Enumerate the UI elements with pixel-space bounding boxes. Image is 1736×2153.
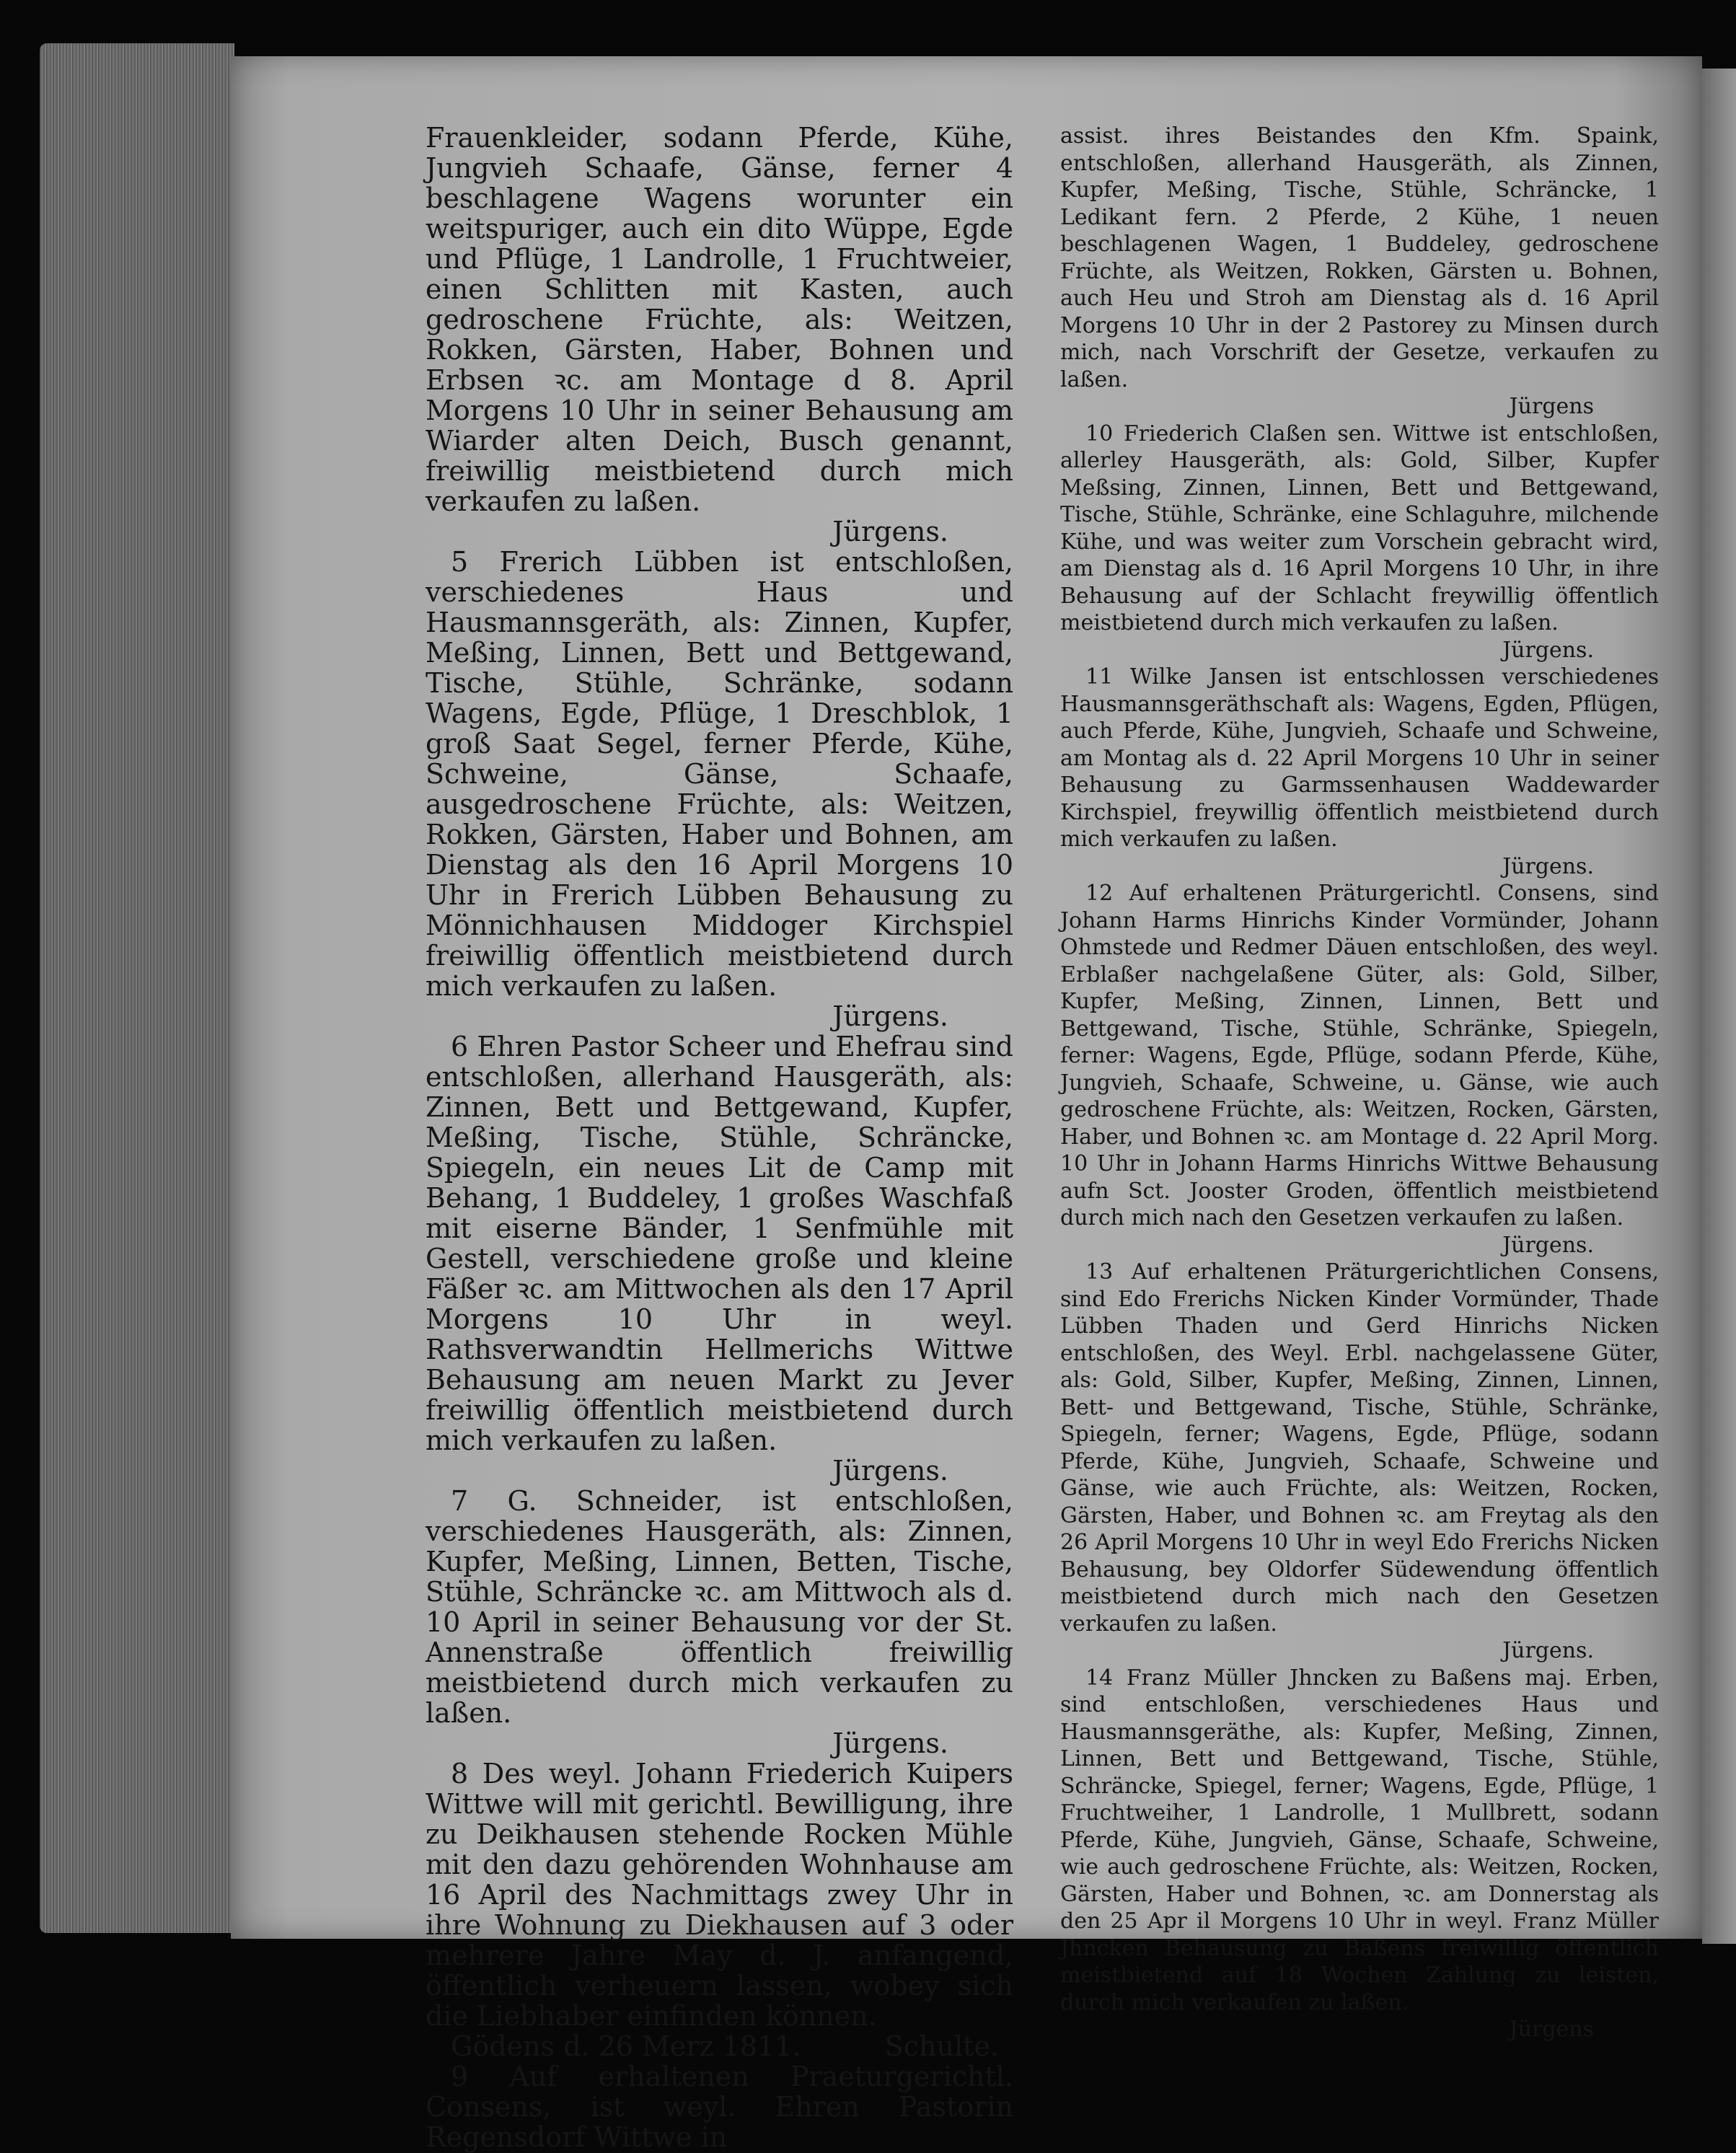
notice-9: 9 Auf erhaltenen Praeturgerichtl. Consens, ist weyl. Ehren Pastorin Regensdorf Wittwe in <box>426 2061 1013 2153</box>
notice-8-dateline <box>426 2031 1013 2061</box>
notice-13-signature: Jürgens. <box>1502 1638 1594 1663</box>
notice-5-signature: Jürgens. <box>832 1000 948 1032</box>
notice-12-signature: Jürgens. <box>1502 1232 1594 1258</box>
notice-9-signature: Jürgens <box>1509 394 1594 419</box>
notice-10-signature: Jürgens. <box>1502 637 1594 663</box>
book-page-edges <box>40 43 234 1933</box>
notice-5: 5 Frerich Lübben ist entschloßen, verschiedenes Haus und Hausmannsgeräth, als: Zinnen, Kupfer, Meßing, Linnen, Bett und Bettgewand, Tische, Stühle, Schränke, sodann Wagens, Egde, Pflüge, 1 Dreschblok, 1 groß Saat Segel, ferner Pferde, Kühe, Schweine, Gänse, Schaafe, ausgedroschene Früchte, als: Weitzen, Rokken, Gärsten, Haber und Bohnen, am Dienstag als den 16 April Morgens 10 Uhr in Frerich Lübben Behausung zu Mönnichhausen Middoger Kirchspiel freiwillig öffentlich meistbietend durch mich verkaufen zu laßen. <box>426 546 1013 1002</box>
right-column <box>1060 123 1659 2043</box>
notice-12: 12 Auf erhaltenen Präturgerichtl. Consens, sind Johann Harms Hinrichs Kinder Vormünder, Johann Ohmstede und Redmer Däuen entschloßen, des weyl. Erblaßer nachgelaßene Güter, als: Gold, Silber, Kupfer, Meßing, Zinnen, Linnen, Bett und Bettgewand, Tische, Stühle, Schränke, Spiegeln, ferner: Wagens, Egde, Pflüge, sodann Pferde, Kühe, Jungvieh, Schaafe, Schweine, u. Gänse, wie auch gedroschene Früchte, als: Weitzen, Rocken, Gärsten, Haber, und Bohnen ꝛc. am Montage d. 22 April Morg. 10 Uhr in Johann Harms Hinrichs Wittwe Behausung aufn Sct. Jooster Groden, öffentlich meistbietend durch mich nach den Gesetzen verkaufen zu laßen. <box>1060 881 1659 1230</box>
notice-continued: Frauenkleider, sodann Pferde, Kühe, Jungvieh Schaafe, Gänse, ferner 4 beschlagene Wagens worunter ein weitspuriger, auch ein dito Wüppe, Egde und Pflüge, 1 Landrolle, 1 Fruchtweier, einen Schlitten mit Kasten, auch gedroschene Früchte, als: Weitzen, Rokken, Gärsten, Haber, Bohnen und Erbsen ꝛc. am Montage d 8. April Morgens 10 Uhr in seiner Behausung am Wiarder alten Deich, Busch genannt, freiwillig meistbietend durch mich verkaufen zu laßen. <box>426 122 1013 517</box>
notice-7-signature: Jürgens. <box>832 1727 948 1759</box>
notice-8: 8 Des weyl. Johann Friederich Kuipers Wittwe will mit gerichtl. Bewilligung, ihre zu Deikhausen stehende Rocken Mühle mit den dazu gehörenden Wohnhause am 16 April des Nachmittags zwey Uhr in ihre Wohnung zu Diekhausen auf 3 oder mehrere Jahre May d. J. anfangend, öffentlich verheuern lassen, wobey sich die Liebhaber einfinden können. <box>426 1758 1013 2032</box>
notice-13: 13 Auf erhaltenen Präturgerichtlichen Consens, sind Edo Frerichs Nicken Kinder Vormünder, Thade Lübben Thaden und Gerd Hinrichs Nicken entschloßen, des Weyl. Erbl. nachgelassene Güter, als: Gold, Silber, Kupfer, Meßing, Zinnen, Linnen, Bett- und Bettgewand, Tische, Stühle, Schränke, Spiegeln, ferner; Wagens, Egde, Pflüge, sodann Pferde, Kühe, Jungvieh, Schaafe, Schweine und Gänse, wie auch Früchte, als: Weitzen, Rocken, Gärsten, Haber, und Bohnen ꝛc. am Freytag als den 26 April Morgens 10 Uhr in weyl Edo Frerichs Nicken Behausung, bey Oldorfer Südewendung öffentlich meistbietend durch mich nach den Gesetzen verkaufen zu laßen. <box>1060 1259 1659 1637</box>
notice-signature: Jürgens. <box>832 516 948 547</box>
notice-11: 11 Wilke Jansen ist entschlossen verschiedenes Hausmannsgeräthschaft als: Wagens, Egden, Pflügen, auch Pferde, Kühe, Jungvieh, Schaafe und Schweine, am Montag als d. 22 April Morgens 10 Uhr in seiner Behausung zu Garmssenhausen Waddewarder Kirchspiel, freywillig öffentlich meistbietend durch mich verkaufen zu laßen. <box>1060 664 1659 852</box>
notice-6: 6 Ehren Pastor Scheer und Ehefrau sind entschloßen, allerhand Hausgeräth, als: Zinnen, Bett und Bettgewand, Kupfer, Meßing, Tische, Stühle, Schräncke, Spiegeln, ein neues Lit de Camp mit Behang, 1 Buddeley, 1 großes Waschfaß mit eiserne Bänder, 1 Senfmühle mit Gestell, verschiedene große und kleine Fäßer ꝛc. am Mittwochen als den 17 April Morgens 10 Uhr in weyl. Rathsverwandtin Hellmerichs Wittwe Behausung am neuen Markt zu Jever freiwillig öffentlich meistbietend durch mich verkaufen zu laßen. <box>426 1031 1013 1456</box>
left-column <box>426 123 1013 2152</box>
notice-14: 14 Franz Müller Jhncken zu Baßens maj. Erben, sind entschloßen, verschiedenes Haus und Hausmannsgeräthe, als: Kupfer, Meßing, Zinnen, Linnen, Bett und Bettgewand, Tische, Stühle, Schräncke, Spiegel, ferner; Wagens, Egde, Pflüge, 1 Fruchtweiher, 1 Landrolle, 1 Mullbrett, sodann Pferde, Kühe, Jungvieh, Gänse, Schaafe, Schweine, wie auch gedroschene Früchte, als: Weitzen, Rocken, Gärsten, Haber und Bohnen, ꝛc. am Donnerstag als den 25 Apr il Morgens 10 Uhr in weyl. Franz Müller Jhncken Behausung zu Baßens freiwillig öffentlich meistbietend auf 18 Wochen Zahlung zu leisten, durch mich verkaufen zu laßen. <box>1060 1665 1659 2015</box>
notice-11-signature: Jürgens. <box>1502 853 1594 879</box>
notice-8-date: Gödens d. 26 Merz 1811. <box>451 2030 801 2062</box>
facing-page-edge <box>1702 69 1736 1944</box>
notice-9-continued: assist. ihres Beistandes den Kfm. Spaink, entschloßen, allerhand Hausgeräth, als Zinnen, Kupfer, Meßing, Tische, Stühle, Schräncke, 1 Ledikant fern. 2 Pferde, 2 Kühe, 1 neuen beschlagenen Wagen, 1 Buddeley, gedroschene Früchte, als Weitzen, Rokken, Gärsten u. Bohnen, auch Heu und Stroh am Dienstag als d. 16 April Morgens 10 Uhr in der 2 Pastorey zu Minsen durch mich, nach Vorschrift der Gesetze, verkaufen zu laßen. <box>1060 123 1659 392</box>
notice-7: 7 G. Schneider, ist entschloßen, verschiedenes Hausgeräth, als: Zinnen, Kupfer, Meßing, Linnen, Betten, Tische, Stühle, Schräncke ꝛc. am Mittwoch als d. 10 April in seiner Behausung vor der St. Annenstraße öffentlich freiwillig meistbietend durch mich verkaufen zu laßen. <box>426 1485 1013 1729</box>
notice-8-signature: Schulte. <box>884 2030 999 2062</box>
notice-10: 10 Friederich Claßen sen. Wittwe ist entschloßen, allerley Hausgeräth, als: Gold, Silber, Kupfer Meßsing, Zinnen, Linnen, Bett und Bettgewand, Tische, Stühle, Schränke, eine Schlaguhre, milchende Kühe, und was weiter zum Vorschein gebracht wird, am Dienstag als d. 16 April Morgens 10 Uhr, in ihre Behausung auf der Schlacht freywillig öffentlich meistbietend durch mich verkaufen zu laßen. <box>1060 421 1659 635</box>
notice-14-signature: Jürgens <box>1509 2017 1594 2042</box>
notice-6-signature: Jürgens. <box>832 1455 948 1487</box>
